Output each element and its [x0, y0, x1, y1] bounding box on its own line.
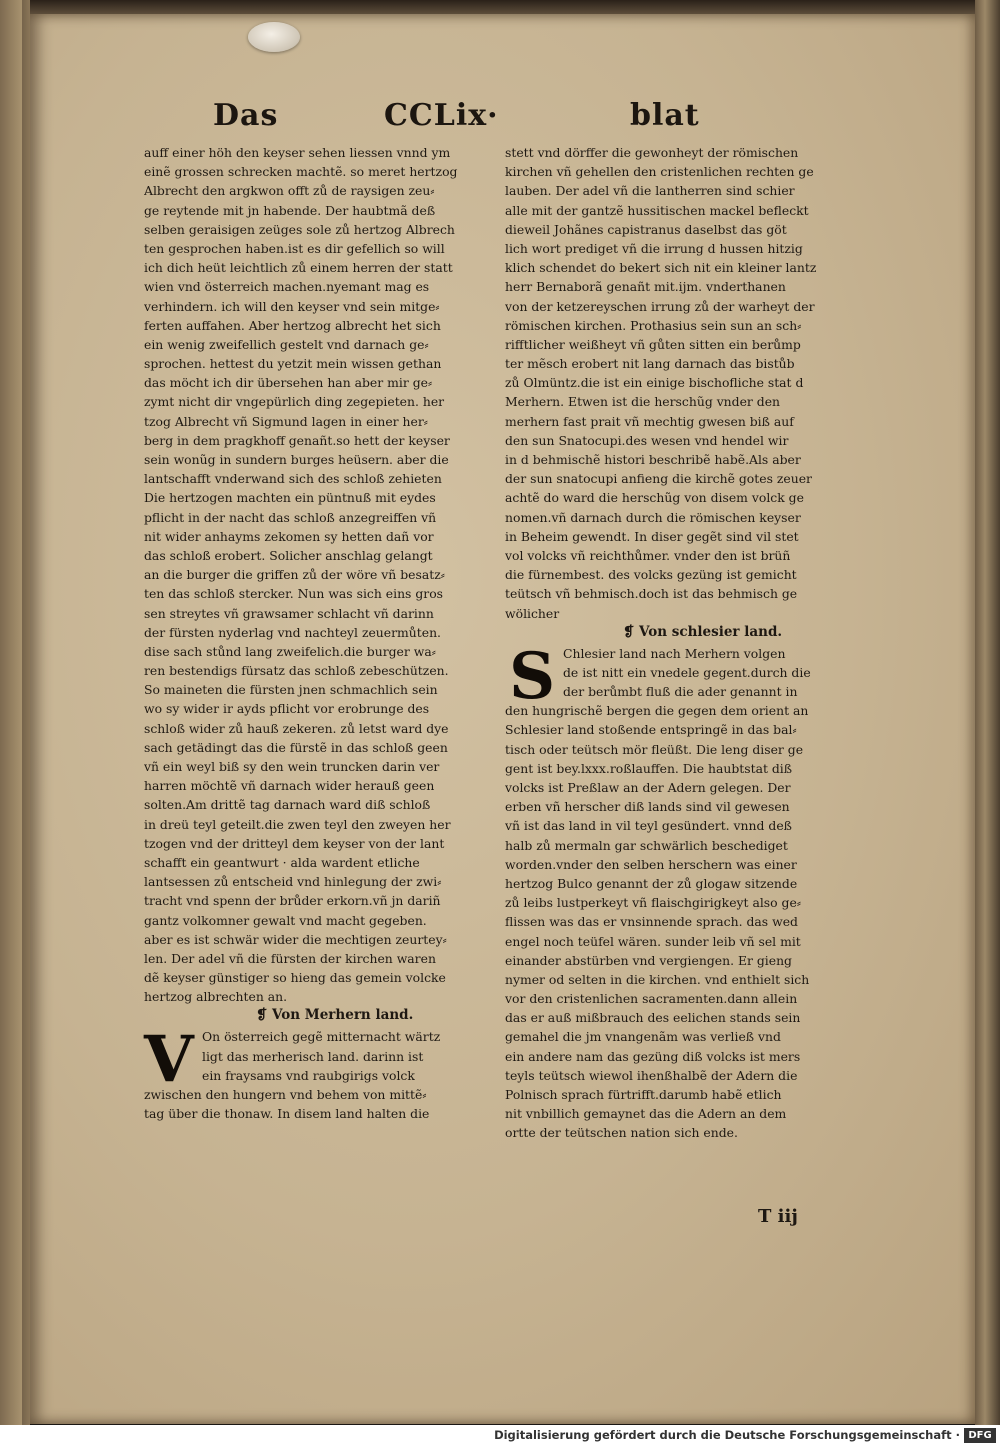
text-line: sein wonũg in sundern burges heüsern. aber die	[144, 452, 449, 467]
text-line: flissen was das er vnsinnende sprach. das wed	[505, 914, 798, 930]
text-line: lich wort prediget vñ die irrung d hussen hitzig	[505, 240, 803, 256]
text-line: zů leibs lustperkeyt vñ flaischgirigkeyt also ge⸗	[505, 895, 801, 911]
text-line: tzog Albrecht vñ Sigmund lagen in einer her⸗	[144, 413, 428, 429]
decorated-initial: S	[509, 638, 556, 714]
text-line: ren bestendigs fürsatz das schloß zebeschützen.	[144, 663, 449, 679]
text-line: nymer od selten in die kirchen. vnd enthielt sich	[505, 971, 810, 987]
right-column	[505, 143, 845, 1143]
text-line: Albrecht den argkwon offt zů de raysigen zeu⸗	[144, 183, 435, 199]
text-line: vor den cristenlichen sacramenten.dann allein	[505, 991, 798, 1007]
text-line: den sun Snatocupi.des wesen vnd hendel wir	[505, 432, 789, 448]
text-line: sach getädingt das die fürstẽ in das schloß geen	[144, 739, 448, 755]
text-line: lantschafft vnderwand sich des schloß zehieten	[144, 471, 442, 487]
text-line: tisch oder teütsch mör fleüßt. Die leng diser ge	[505, 741, 804, 757]
text-line: wien vnd österreich machen.nyemant mag es	[144, 279, 430, 295]
text-line: nit wider anhayms zekomen sy hetten dañ vor	[144, 528, 434, 544]
text-line: verhindern. ich will den keyser vnd sein mitge⸗	[144, 298, 440, 314]
text-line: ligt das merherisch land. darinn ist	[202, 1048, 424, 1064]
text-line: ein andere nam das gezüng diß volcks ist mers	[505, 1048, 801, 1064]
text-line: die fürnembest. des volcks gezüng ist gemicht	[505, 567, 797, 583]
text-line: kirchen vñ gehellen den cristenlichen rechten ge	[505, 164, 814, 180]
text-line: dise sach stůnd lang zweifelich.die burger wa⸗	[144, 643, 436, 659]
text-line: der sun snatocupi anfieng die kirchẽ gotes zeuer	[505, 471, 812, 487]
text-line: hertzog albrechten an.	[144, 989, 288, 1005]
text-line: Chlesier land nach Merhern volgen	[563, 645, 786, 661]
text-line: harren möchtẽ vñ darnach wider herauß geen	[144, 778, 435, 794]
text-line: herr Bernaborã genañt mit.ijm. vnderthanen	[505, 279, 786, 295]
page-header	[0, 98, 1000, 144]
text-line: sprochen. hettest du yetzit mein wissen gethan	[144, 356, 442, 372]
text-line: alle mit der gantzẽ hussitischen mackel befleckt	[505, 202, 809, 218]
text-line: das möcht ich dir übersehen han aber mir ge⸗	[144, 375, 433, 391]
text-line: aber es ist schwär wider die mechtigen zeurtey⸗	[144, 931, 447, 947]
text-line: gent ist bey.lxxx.roßlauffen. Die haubtstat diß	[505, 760, 793, 776]
text-line: vñ ein weyl biß sy den wein truncken darin ver	[144, 759, 440, 774]
text-line: Schlesier land stoßende entspringẽ in das bal⸗	[505, 722, 797, 738]
text-line: lantsessen zů entscheid vnd hinlegung der zwi⸗	[144, 874, 442, 890]
text-line: ein wenig zweifellich gestelt vnd darnach ge⸗	[144, 336, 429, 352]
header-catchword: Das	[213, 98, 279, 133]
text-line: in Beheim gewendt. In diser gegẽt sind vil stet	[505, 528, 799, 544]
text-line: merhern fast prait vñ mechtig gwesen biß auf	[505, 413, 794, 429]
text-line: selben geraisigen zeüges sole zů hertzog Albrech	[144, 221, 455, 237]
text-line: vñ ist das land in vil teyl gesündert. vnnd deß	[505, 818, 792, 834]
text-line: vol volcks vñ reichthůmer. vnder den ist brüñ	[505, 547, 791, 563]
text-line: an die burger die griffen zů der wöre vñ besatz⸗	[144, 567, 445, 583]
text-line: klich schendet do bekert sich nit ein kleiner lantz	[505, 260, 817, 276]
text-line: volcks ist Preßlaw an der Adern gelegen. Der	[505, 780, 791, 795]
text-line: solten.Am drittẽ tag darnach ward diß schloß	[144, 797, 431, 813]
text-line: nomen.vñ darnach durch die römischen keyser	[505, 509, 801, 525]
text-line: einẽ grossen schrecken machtẽ. so meret hertzog	[144, 164, 458, 180]
text-line: rifftlicher weißheyt vñ gůten sitten ein berůmp	[505, 336, 801, 352]
section-heading: ❡ Von Merhern land.	[256, 1007, 414, 1024]
header-blat: blat	[630, 98, 700, 133]
initial-paragraph	[144, 1022, 489, 1123]
text-line: hertzog Bulco genannt der zů glogaw sitzende	[505, 875, 798, 891]
text-line: ortte der teütschen nation sich ende.	[505, 1125, 738, 1141]
text-line: gantz volkomner gewalt vnd macht gegeben.	[144, 912, 427, 928]
text-line: wölicher	[505, 605, 560, 621]
signature-mark: T iij	[758, 1206, 798, 1227]
text-line: worden.vnder den selben herschern was einer	[505, 856, 797, 872]
text-line: gemahel die jm vnangenãm was verließ vnd	[505, 1029, 781, 1045]
text-line: halb zů mermaln gar schwärlich beschediget	[505, 837, 788, 853]
text-line: tzogen vnd der dritteyl dem keyser von der lant	[144, 835, 445, 851]
text-line: dẽ keyser günstiger so hieng das gemein volcke	[144, 970, 446, 986]
text-line: von der ketzereyschen irrung zů der warheyt der	[505, 298, 815, 314]
text-line: berg in dem pragkhoff genañt.so hett der keyser	[144, 432, 450, 448]
text-line: len. Der adel vñ die fürsten der kirchen waren	[144, 950, 436, 966]
footer	[0, 1425, 1000, 1446]
dfg-logo: DFG	[964, 1428, 996, 1443]
text-line: pflicht in der nacht das schloß anzegreiffen vñ	[144, 509, 437, 525]
text-line: de ist nitt ein vnedele gegent.durch die	[563, 664, 811, 680]
text-line: Merhern. Etwen ist die herschũg vnder den	[505, 394, 781, 410]
facing-page-edge	[0, 0, 22, 1425]
text-line: schafft ein geantwurt · alda wardent etliche	[144, 854, 420, 870]
text-line: stett vnd dörffer die gewonheyt der römischen	[505, 145, 799, 160]
text-line: sen streytes vñ grawsamer schlacht vñ darinn	[144, 605, 434, 621]
text-line: ferten auffahen. Aber hertzog albrecht het sich	[144, 317, 441, 333]
text-line: in dreü teyl geteilt.die zwen teyl den zweyen her	[144, 816, 451, 832]
text-line: ge reytende mit jn habende. Der haubtmã deß	[144, 202, 436, 218]
text-line: engel noch teüfel wären. sunder leib vñ sel mit	[505, 933, 801, 949]
text-line: ich dich heüt leichtlich zů einem herren der statt	[144, 260, 453, 276]
text-line: lauben. Der adel vñ die lantherren sind schier	[505, 183, 795, 199]
text-line: ten gesprochen haben.ist es dir gefellich so will	[144, 240, 445, 256]
text-line: schloß wider zů hauß zekeren. zů letst ward dye	[144, 720, 449, 736]
text-line: zymt nicht dir vngepürlich ding zegepieten. her	[144, 394, 445, 410]
footer-credit: Digitalisierung gefördert durch die Deutsche Forschungsgemeinschaft ·	[494, 1428, 960, 1442]
text-line: erben vñ herscher diß lands sind vil gewesen	[505, 799, 790, 815]
text-line: teyls teütsch wiewol ihenßhalbẽ der Adern die	[505, 1067, 798, 1083]
text-line: wo sy wider ir ayds pflicht vor erobrunge des	[144, 701, 430, 717]
text-line: der berůmbt fluß die ader genannt in	[563, 684, 798, 700]
text-line: tag über die thonaw. In disem land halten die	[144, 1106, 430, 1122]
text-line: So maineten die fürsten jnen schmachlich sein	[144, 682, 438, 698]
section-heading: ❡ Von schlesier land.	[623, 623, 783, 640]
decorated-initial: V	[144, 1022, 194, 1098]
left-column	[144, 143, 489, 1123]
text-line: in d behmischẽ histori beschribẽ habẽ.Als aber	[505, 452, 801, 467]
text-line: das schloß erobert. Solicher anschlag gelangt	[144, 547, 433, 563]
text-line: On österreich gegẽ mitternacht wärtz	[202, 1029, 441, 1045]
text-line: zů Olmüntz.die ist ein einige bischofliche stat d	[505, 375, 804, 391]
text-line: ter mẽsch erobert nit lang darnach das bistůb	[505, 356, 795, 372]
text-line: der fürsten nyderlag vnd nachteyl zeuermůten.	[144, 624, 442, 640]
text-line: das er auß mißbrauch des eelichen stands sein	[505, 1010, 801, 1026]
text-line: Die hertzogen machten ein püntnuß mit eydes	[144, 490, 436, 506]
text-line: achtẽ do ward die herschũg von disem volck ge	[505, 490, 804, 506]
folio-number: CCLix·	[384, 98, 499, 133]
text-line: dieweil Johãnes capistranus daselbst das göt	[505, 221, 787, 237]
text-line: römischen kirchen. Prothasius sein sun an sch⸗	[505, 317, 802, 333]
book-right-edge	[975, 0, 1000, 1425]
text-line: zwischen den hungern vnd behem von mittẽ⸗	[144, 1087, 427, 1102]
text-line: Polnisch sprach fürtrifft.darumb habẽ etlich	[505, 1087, 782, 1102]
text-line: ten das schloß stercker. Nun was sich eins gros	[144, 586, 444, 602]
text-line: nit vnbillich gemaynet das die Adern an dem	[505, 1106, 787, 1122]
page-clip	[248, 22, 300, 52]
text-line: auff einer höh den keyser sehen liessen vnnd ym	[144, 145, 451, 160]
text-line: ein fraysams vnd raubgirigs volck	[202, 1067, 415, 1083]
text-line: den hungrischẽ bergen die gegen dem orient an	[505, 703, 809, 719]
text-line: tracht vnd spenn der brůder erkorn.vñ jn dariñ	[144, 893, 441, 909]
text-line: teütsch vñ behmisch.doch ist das behmisch ge	[505, 586, 798, 602]
text-line: einander abstürben vnd vergiengen. Er gieng	[505, 952, 792, 968]
